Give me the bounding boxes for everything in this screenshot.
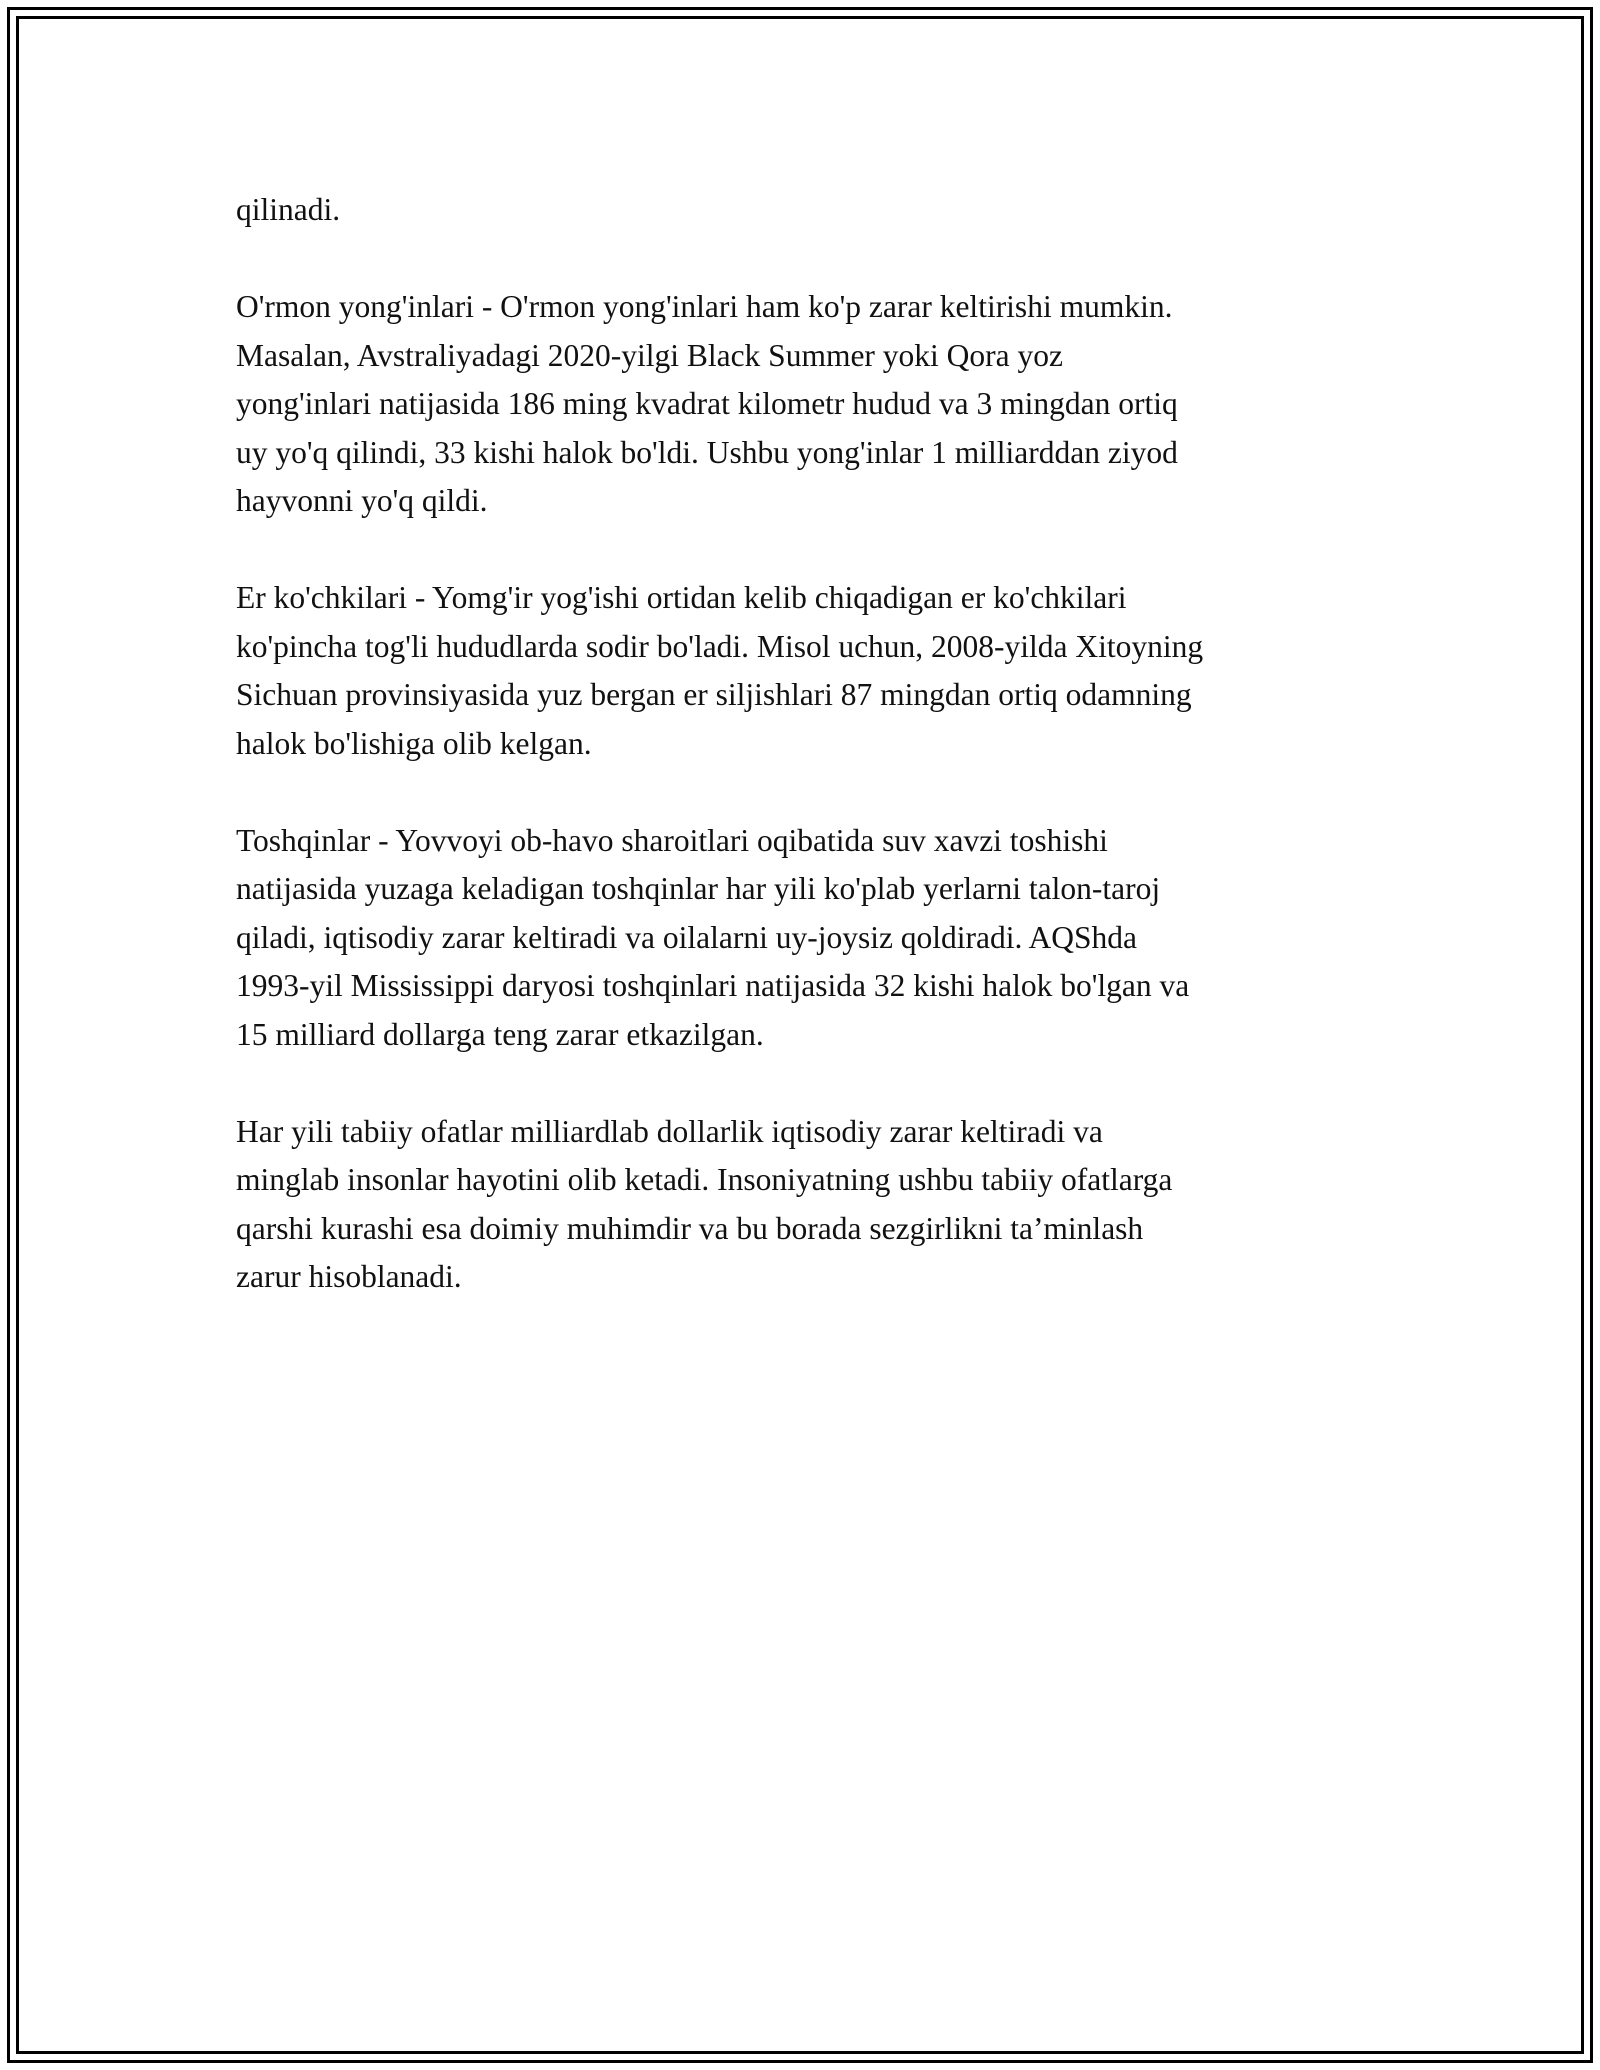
text-line: 1993-yil Mississippi daryosi toshqinlari natijasida 32 kishi halok bo'lgan va	[236, 968, 1190, 1003]
text-line: uy yo'q qilindi, 33 kishi halok bo'ldi. Ushbu yong'inlar 1 milliarddan ziyod	[236, 434, 1178, 470]
text-line: minglab insonlar hayotini olib ketadi. Insoniyatning ushbu tabiiy ofatlarga	[236, 1162, 1173, 1197]
text-line: 15 milliard dollarga teng zarar etkazilgan.	[236, 1016, 764, 1052]
paragraph-forest-fires	[236, 283, 1386, 526]
text-line: qarshi kurashi esa doimiy muhimdir va bu borada sezgirlikni ta’minlash	[236, 1210, 1144, 1246]
text-line: qilinadi.	[236, 192, 341, 227]
text-line: natijasida yuzaga keladigan toshqinlar har yili ko'plab yerlarni talon-taroj	[236, 871, 1161, 906]
text-line: O'rmon yong'inlari - O'rmon yong'inlari ham ko'p zarar keltirishi mumkin.	[236, 289, 1173, 324]
paragraph-landslides	[236, 574, 1386, 768]
paragraph-continuation	[236, 186, 1386, 235]
paragraph-conclusion	[236, 1108, 1386, 1302]
text-line: Er ko'chkilari - Yomg'ir yog'ishi ortidan kelib chiqadigan er ko'chkilari	[236, 580, 1127, 615]
document-body	[236, 186, 1386, 1350]
text-line: Sichuan provinsiyasida yuz bergan er siljishlari 87 mingdan ortiq odamning	[236, 677, 1192, 712]
text-line: Toshqinlar - Yovvoyi ob-havo sharoitlari oqibatida suv xavzi toshishi	[236, 822, 1108, 858]
text-line: qiladi, iqtisodiy zarar keltiradi va oilalarni uy-joysiz qoldiradi. AQShda	[236, 919, 1138, 955]
paragraph-floods	[236, 817, 1386, 1060]
text-line: Masalan, Avstraliyadagi 2020-yilgi Black Summer yoki Qora yoz	[236, 337, 1063, 373]
text-line: Har yili tabiiy ofatlar milliardlab dollarlik iqtisodiy zarar keltiradi va	[236, 1113, 1103, 1149]
text-line: yong'inlari natijasida 186 ming kvadrat kilometr hudud va 3 mingdan ortiq	[236, 386, 1178, 421]
text-line: hayvonni yo'q qildi.	[236, 483, 488, 518]
text-line: ko'pincha tog'li hududlarda sodir bo'ladi. Misol uchun, 2008-yilda Xitoyning	[236, 628, 1204, 664]
text-line: zarur hisoblanadi.	[236, 1259, 462, 1294]
text-line: halok bo'lishiga olib kelgan.	[236, 725, 592, 761]
